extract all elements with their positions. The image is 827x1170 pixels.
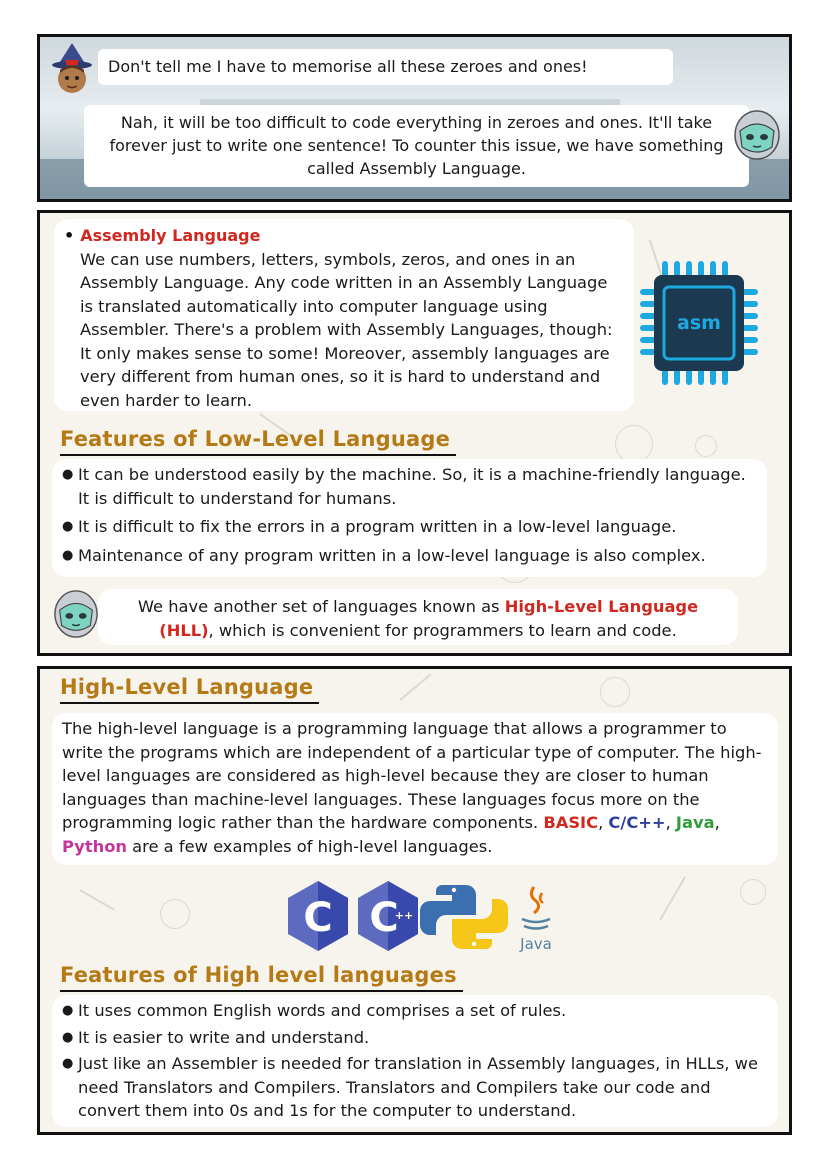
chip-label: asm xyxy=(677,312,721,334)
cpp-logo-icon xyxy=(358,881,418,951)
bg-decoration xyxy=(615,425,653,463)
high-level-features-heading: Features of High level languages xyxy=(60,963,463,992)
hll-note-before: We have another set of languages known as xyxy=(137,597,505,616)
list-item: ● It can be understood easily by the machine. So, it is a machine-friendly language. It is difficult to understand for humans. xyxy=(62,463,757,510)
separator: , xyxy=(665,813,676,832)
lang-basic: BASIC xyxy=(543,813,599,832)
bg-decoration xyxy=(400,673,432,700)
java-logo-icon xyxy=(519,887,552,953)
list-item: ● It is difficult to fix the errors in a program written in a low-level language. xyxy=(62,515,757,539)
high-level-panel xyxy=(37,666,792,1135)
bg-decoration xyxy=(659,876,685,920)
language-logos xyxy=(284,879,559,955)
high-level-text: The high-level language is a programming language that allows a programmer to write the programs which are independent of a particular type of computer. The high-level languages are considered as high-level because they are closer to human languages than machine-level languages. These languages focus more on the programming logic rather than the hardware components. xyxy=(62,719,762,832)
java-logo-label: Java xyxy=(520,935,552,953)
cpp-logo-plus: ++ xyxy=(394,909,414,922)
low-level-features-heading: Features of Low-Level Language xyxy=(60,427,456,456)
low-level-panel xyxy=(37,210,792,656)
separator: , xyxy=(714,813,720,832)
assembly-language-card xyxy=(54,219,634,411)
list-item: ● It is easier to write and understand. xyxy=(62,1026,768,1050)
wizard-speech-bubble xyxy=(98,49,673,85)
list-item: ● It uses common English words and comprises a set of rules. xyxy=(62,999,768,1023)
cpp-logo-letter: C xyxy=(369,895,399,941)
separator: , xyxy=(598,813,609,832)
lang-java: Java xyxy=(675,813,715,832)
list-item: ● Just like an Assembler is needed for translation in Assembly languages, in HLLs, we need Translators and Compilers. Translators and Compilers take our code and convert them into 0s and 1s for the computer to understand. xyxy=(62,1052,768,1123)
high-level-text-end: are a few examples of high-level languages. xyxy=(127,836,493,856)
high-level-description xyxy=(52,713,778,865)
hll-note-bubble xyxy=(98,589,738,645)
robot-speech-bubble xyxy=(84,105,749,187)
bg-decoration xyxy=(80,889,115,910)
bg-decoration xyxy=(695,435,717,457)
robot-speech-text: Nah, it will be too difficult to code everything in zeroes and ones. It'll take forever just to write one sentence! To counter this issue, we have something called Assembly Language. xyxy=(109,113,724,178)
low-level-features-list xyxy=(52,459,767,577)
hll-note-after: , which is convenient for programmers to learn and code. xyxy=(208,620,677,640)
lang-python: Python xyxy=(62,836,127,856)
wizard-avatar-icon xyxy=(48,43,96,99)
list-item: ● Maintenance of any program written in a low-level language is also complex. xyxy=(62,544,757,568)
lang-c-cpp: C/C++ xyxy=(608,813,666,832)
bg-decoration xyxy=(740,879,766,905)
wizard-speech-text: Don't tell me I have to memorise all these zeroes and ones! xyxy=(108,57,588,76)
bg-decoration xyxy=(600,677,630,707)
dialog-panel xyxy=(37,34,792,202)
asm-chip-icon xyxy=(640,257,758,389)
python-logo-icon xyxy=(420,885,508,949)
robot-avatar-icon xyxy=(52,589,100,639)
high-level-heading: High-Level Language xyxy=(60,675,319,704)
hll-note-highlight: High-Level Language (HLL) xyxy=(159,597,699,640)
high-level-features-list xyxy=(52,995,778,1127)
robot-avatar-icon xyxy=(732,109,782,161)
assembly-language-title: • Assembly Language xyxy=(64,224,624,248)
c-logo-letter: C xyxy=(303,895,333,941)
c-logo-icon xyxy=(288,881,348,951)
bg-decoration xyxy=(160,899,190,929)
assembly-language-text: We can use numbers, letters, symbols, zeros, and ones in an Assembly Language. Any code written in an Assembly Language is translated automatically into computer language using Assembler. There's a problem with Assembly Languages, though: It only makes sense to some! Moreover, assembly languages are very different from human ones, so it is hard to understand and even harder to learn. xyxy=(80,249,613,410)
